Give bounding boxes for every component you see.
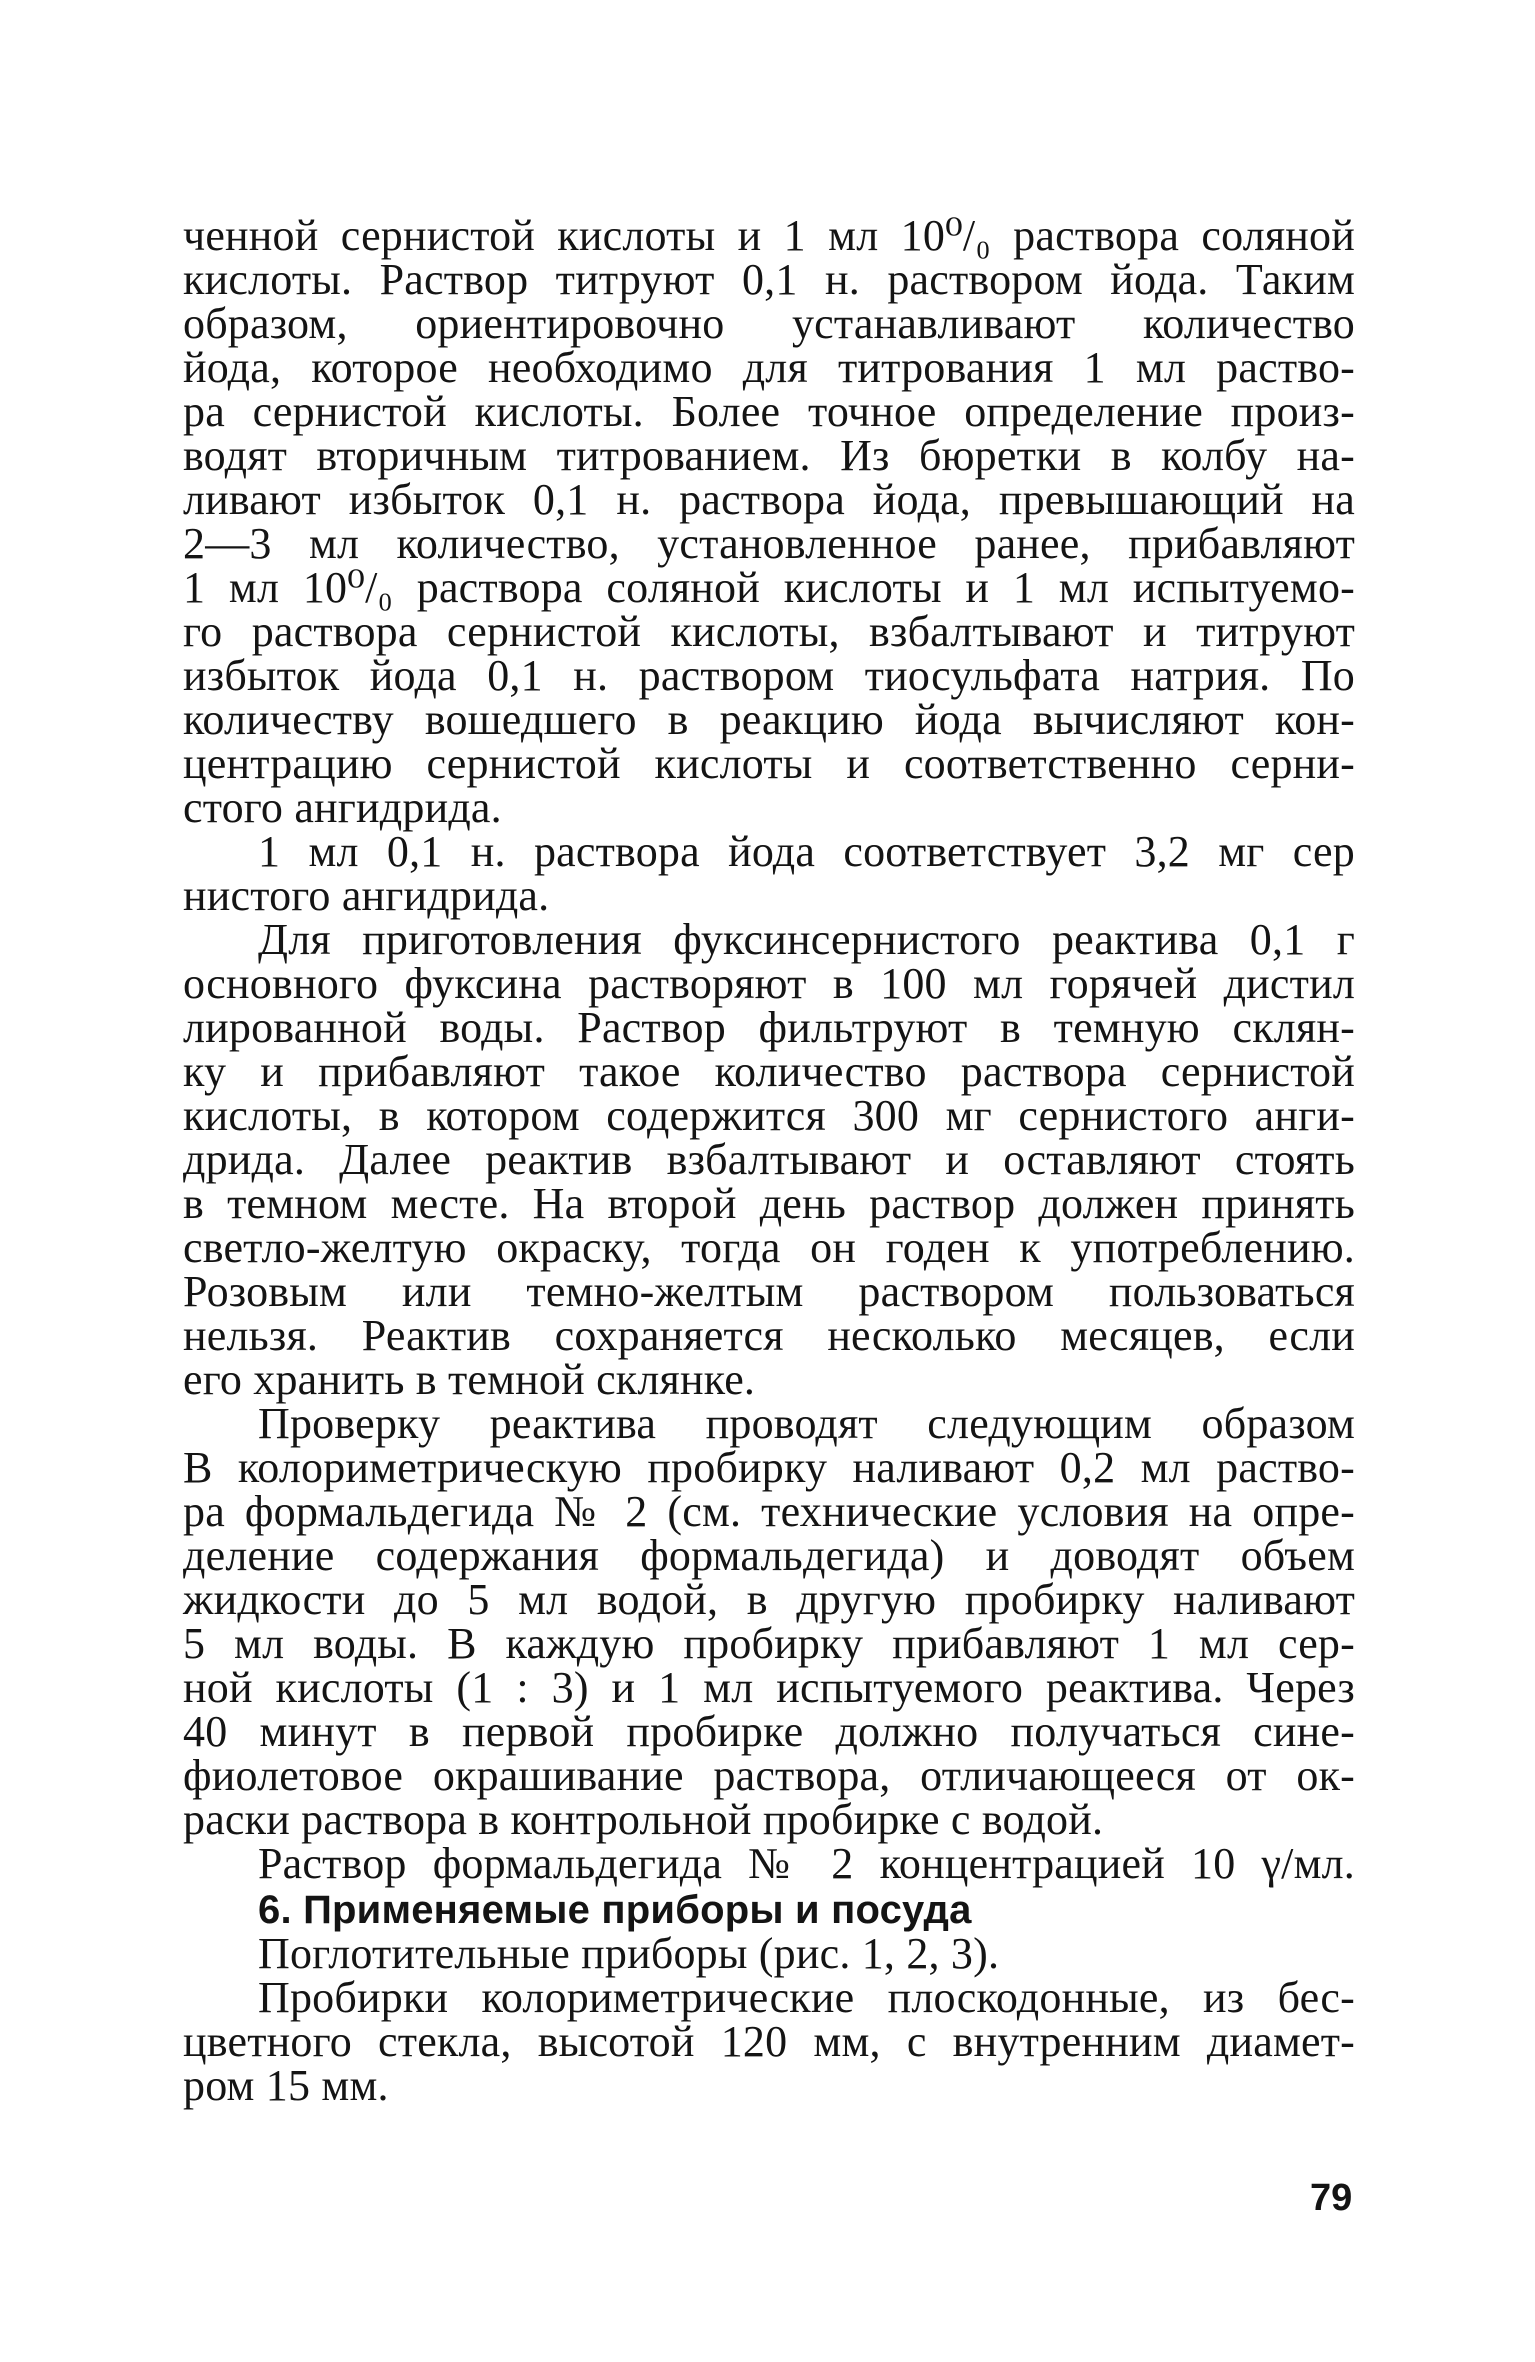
text-line: цветного стекла, высотой 120 мм, с внутренним диамет-	[183, 2017, 1355, 2066]
text-line: нельзя. Реактив сохраняется несколько месяцев, если	[183, 1311, 1355, 1360]
text-line: 5 мл воды. В каждую пробирку прибавляют 1 мл сер-	[183, 1619, 1355, 1668]
text-line: кислоты. Раствор титруют 0,1 н. раствором йода. Таким	[183, 255, 1355, 304]
text-line: дрида. Далее реактив взбалтывают и оставляют стоять	[183, 1135, 1355, 1184]
text-line: его хранить в темной склянке.	[183, 1355, 756, 1404]
text-line: Розовым или темно-желтым раствором пользоваться	[183, 1267, 1355, 1316]
text-line: ром 15 мм.	[183, 2061, 389, 2110]
text-line: В колориметрическую пробирку наливают 0,2 мл раство-	[183, 1443, 1355, 1492]
text-line: основного фуксина растворяют в 100 мл горячей дистил	[183, 959, 1355, 1008]
text-line: фиолетовое окрашивание раствора, отличающееся от ок-	[183, 1751, 1355, 1800]
text-line: кислоты, в котором содержится 300 мг сернистого анги-	[183, 1091, 1355, 1140]
text-line: в темном месте. На второй день раствор должен принять	[183, 1179, 1355, 1228]
text-line: светло-желтую окраску, тогда он годен к употреблению.	[183, 1223, 1355, 1272]
text-line: деление содержания формальдегида) и доводят объем	[183, 1531, 1355, 1580]
text-line: го раствора сернистой кислоты, взбалтывают и титруют	[183, 607, 1355, 656]
text-line: Проверку реактива проводят следующим образом	[258, 1399, 1355, 1448]
text-line: жидкости до 5 мл водой, в другую пробирку наливают	[183, 1575, 1355, 1624]
text-line: ливают избыток 0,1 н. раствора йода, превышающий на	[183, 475, 1355, 524]
text-line: ку и прибавляют такое количество раствора сернистой	[183, 1047, 1355, 1096]
text-line: ра формальдегида № 2 (см. технические условия на опре-	[183, 1487, 1355, 1536]
text-line: 1 мл 0,1 н. раствора йода соответствует 3,2 мг сер	[258, 827, 1355, 876]
text-line: центрацию сернистой кислоты и соответственно серни-	[183, 739, 1355, 788]
text-line: Пробирки колориметрические плоскодонные, из бес-	[258, 1973, 1355, 2022]
text-line: ченной сернистой кислоты и 1 мл 10⁰/₀ раствора соляной	[183, 211, 1355, 260]
text-line: Для приготовления фуксинсернистого реактива 0,1 г	[258, 915, 1355, 964]
page-number: 79	[1310, 2177, 1353, 2219]
text-line: ра сернистой кислоты. Более точное определение произ-	[183, 387, 1355, 436]
text-line: стого ангидрида.	[183, 783, 502, 832]
text-line: нистого ангидрида.	[183, 871, 550, 920]
text-line: образом, ориентировочно устанавливают количество	[183, 299, 1355, 348]
text-line: йода, которое необходимо для титрования 1 мл раство-	[183, 343, 1355, 392]
section-heading: 6. Применяемые приборы и посуда	[258, 1888, 972, 1932]
text-line: избыток йода 0,1 н. раствором тиосульфата натрия. По	[183, 651, 1355, 700]
text-line: водят вторичным титрованием. Из бюретки в колбу на-	[183, 431, 1355, 480]
text-line: 2—3 мл количество, установленное ранее, прибавляют	[183, 519, 1355, 568]
text-line: Поглотительные приборы (рис. 1, 2, 3).	[258, 1929, 1000, 1978]
text-line: 1 мл 10⁰/₀ раствора соляной кислоты и 1 мл испытуемо-	[183, 563, 1355, 612]
text-line: лированной воды. Раствор фильтруют в темную склян-	[183, 1003, 1355, 1052]
text-line: количеству вошедшего в реакцию йода вычисляют кон-	[183, 695, 1355, 744]
text-line: раски раствора в контрольной пробирке с водой.	[183, 1795, 1104, 1844]
text-line: 40 минут в первой пробирке должно получаться сине-	[183, 1707, 1355, 1756]
text-line: ной кислоты (1 : 3) и 1 мл испытуемого реактива. Через	[183, 1663, 1355, 1712]
text-line: Раствор формальдегида № 2 концентрацией 10 γ/мл.	[258, 1839, 1355, 1888]
